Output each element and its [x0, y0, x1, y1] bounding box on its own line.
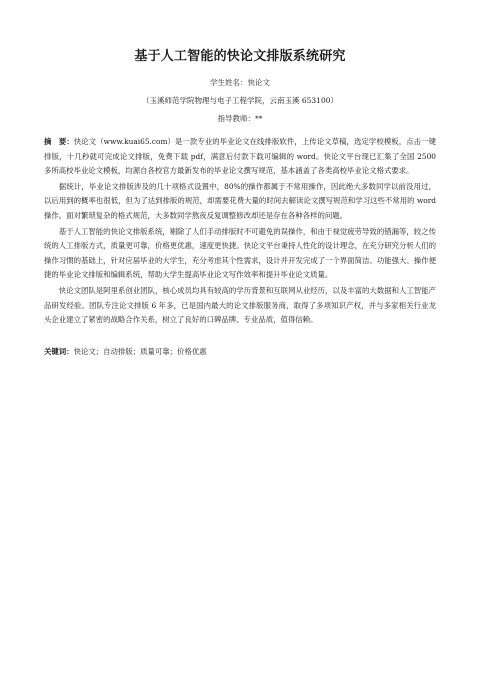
- abstract-paragraph-2: 据统计，毕业论文排版涉及的几十项格式设置中，80%的操作都属于不常用操作，因此绝大多数同学以前没用过，以后用到的概率也很低，但为了达到排版的规范，却需要花费大量的时间去解读论文撰写规范和学习这些不常用的 word 操作。面对繁琐复杂的格式规范，大多数同学熬夜反复调整修改却还是存在各种各样的问题。: [44, 181, 436, 220]
- abstract-label: 摘 要：: [44, 137, 74, 146]
- paper-page: [44, 48, 436, 359]
- abstract-paragraph-4: 快论文团队是阿里系创业团队，核心成员均具有较高的学历背景和互联网从业经历，以及丰富的大数据和人工智能产品研发经验。团队专注论文排版 6 年多，已是国内最大的论文排版服务商，取得了多项知识产权，并与多家相关行业龙头企业建立了紧密的战略合作关系，树立了良好的口碑品牌、专业品质，值得信赖。: [44, 285, 436, 325]
- abstract-paragraph-1: [44, 135, 436, 179]
- abstract-paragraph-3: 基于人工智能的快论文排版系统，剔除了人们手动排版时不可避免的误操作，和由于视觉疲劳导致的错漏等，较之传统的人工排版方式，质量更可靠，价格更优惠，速度更快捷。快论文平台秉持人性化的设计理念，在充分研究分析人们的操作习惯的基础上，针对应届毕业的大学生，充分考虑其个性需求，设计并开发完成了一个界面简洁、功能强大、操作便捷的毕业论文排版和编辑系统，帮助大学生提高毕业论文写作效率和提升毕业论文质量。: [44, 226, 436, 280]
- advisor-line: 指导教师：**: [217, 114, 263, 123]
- keywords-line: [44, 345, 436, 359]
- keywords-value: 快论文；自动排版；质量可靠；价格优惠: [73, 346, 207, 356]
- abstract-paragraph-1-text: 快论文（www.kuai65.com）是一款专业的毕业论文在线排版软件，上传论文草稿，选定学校模板，点击一键排版，十几秒就可完成论文排版，免费下载 pdf，满意后付款下载可编辑的 word。快论文平台现已汇集了全国 2500 多所高校毕业论文模板，均源自各校官方最新发布的毕业论文撰写规范，基本涵盖了各类高校毕业论文格式要求。: [44, 137, 436, 176]
- paper-title: 基于人工智能的快论文排版系统研究: [134, 49, 346, 64]
- keywords-label: 关键词：: [44, 346, 74, 356]
- author-line: 学生姓名：快论文: [210, 78, 270, 87]
- affiliation-line: （玉溪师范学院物理与电子工程学院，云南玉溪 653100）: [141, 96, 338, 105]
- abstract-section: [44, 135, 436, 328]
